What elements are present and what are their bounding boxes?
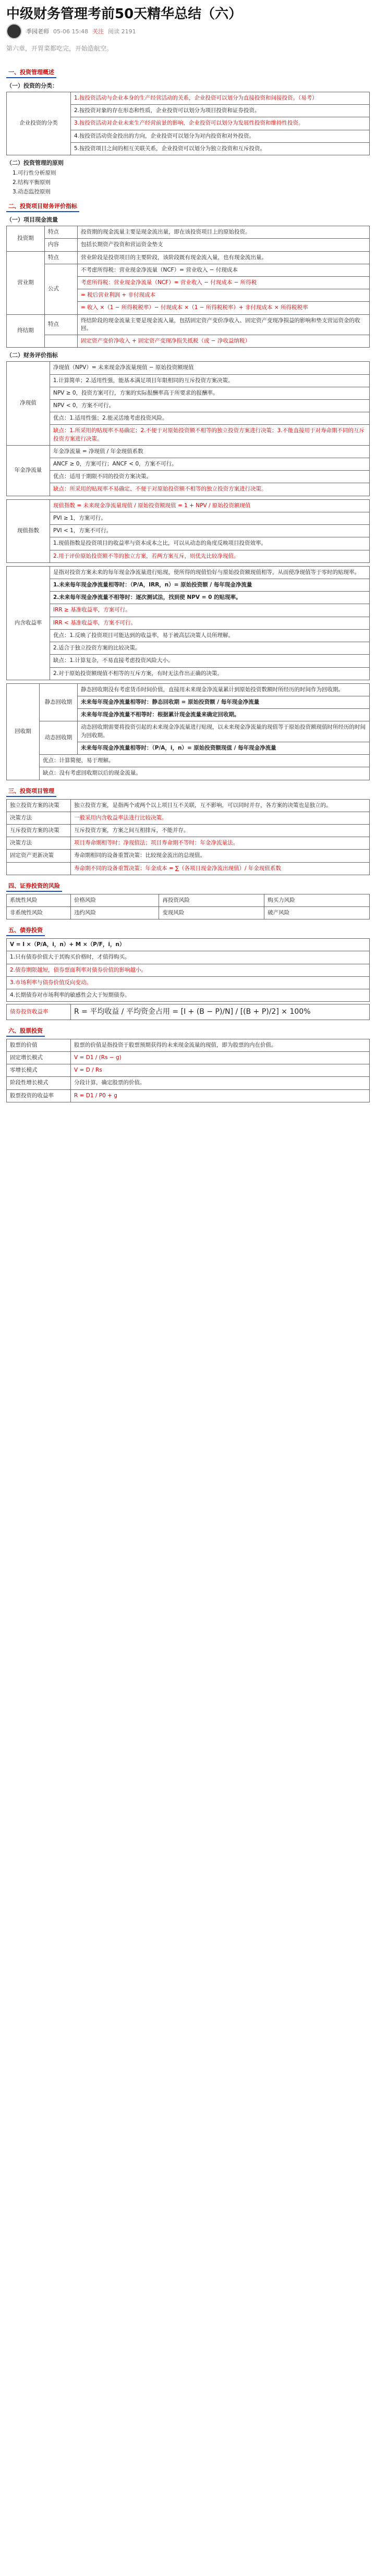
section-5 bbox=[6, 925, 370, 936]
annuity-label: 年金净流量 bbox=[7, 445, 50, 496]
avatar[interactable] bbox=[6, 23, 22, 39]
npv-item: 1.计算简单；2.适用性强，能基本满足项目年限相同的互斥投资方案决策。 bbox=[50, 374, 370, 387]
cashflow-text: 不考虑所得税：营业现金净流量（NCF）= 营业收入 − 付现成本 bbox=[78, 264, 370, 276]
risk-item: 购买力风险 bbox=[264, 894, 370, 906]
stock-label: 固定增长模式 bbox=[7, 1051, 71, 1064]
indicators-title: （二）财务评价指标 bbox=[6, 352, 58, 359]
payback-item: 缺点：没有考虑回收期以后的现金流量。 bbox=[40, 767, 370, 780]
project-text: 寿命期不同的设备重置决策：年金成本 = ∑（各项目现金净流出现值）/ 年金现值系数 bbox=[71, 862, 370, 875]
project-label bbox=[7, 862, 71, 875]
lead-text: 第六章，开胃菜都吃完，开始造航空。 bbox=[6, 45, 113, 52]
cashflow-text: 考虑所得税：营业现金净流量（NCF）= 营业收入 − 付现成本 − 所得税 bbox=[78, 276, 370, 289]
section-4 bbox=[6, 880, 370, 892]
section-3-title: 三、投资项目管理 bbox=[6, 786, 56, 797]
project-label: 互斥投资方案的决策 bbox=[7, 824, 71, 837]
principle-2: 2.结构平衡原则 bbox=[13, 179, 51, 186]
stock-label: 阶段性增长模式 bbox=[7, 1077, 71, 1089]
section-1 bbox=[6, 67, 370, 78]
investment-classification-table bbox=[6, 92, 370, 155]
npv-item: 缺点：1.所采用的贴现率不易确定；2.不便于对原始投资额不相等的独立投资方案进行决策；3.不能直接用于对寿命期不同的互斥投资方案进行决策。 bbox=[50, 425, 370, 445]
cashflow-label-operate: 营业期 bbox=[7, 251, 45, 314]
article-title: 中级财务管理考前50天精华总结（六） bbox=[6, 6, 242, 22]
bond-item: 4.长期债券对市场利率的敏感性会大于短期债券。 bbox=[7, 989, 370, 1002]
pi-table bbox=[6, 499, 370, 563]
npv-label: 净现值 bbox=[7, 362, 50, 446]
bond-item: 2.债券期限越短，债券票面利率对债券价值的影响越小。 bbox=[7, 964, 370, 976]
annuity-def: 年金净流量 = 净现值 / 年金现值系数 bbox=[50, 445, 370, 458]
author-bar bbox=[6, 23, 136, 40]
cashflow-col: 内容 bbox=[45, 239, 78, 251]
cashflow-text: 投资期的现金流量主要是现金流出量，即在该投资项目上的原始投资。 bbox=[78, 226, 370, 239]
cashflow-text: 固定资产变价净收入 + 固定资产变现净损失抵税（或 − 净收益纳税） bbox=[78, 335, 370, 348]
classification-item-5: 5.按投资项目之间的相互关联关系，企业投资可以划分为独立投资和互斥投资。 bbox=[71, 142, 370, 155]
cashflow-text: 营业阶段是投资项目的主要阶段，该阶段既有现金流入量，也有现金流出量。 bbox=[78, 251, 370, 264]
section-2 bbox=[6, 201, 370, 212]
irr-item: 缺点：1.计算复杂，不易直接考虑投资风险大小。 bbox=[50, 655, 370, 667]
risk-item: 违约风险 bbox=[71, 907, 159, 919]
stock-table bbox=[6, 1039, 370, 1102]
payback-label: 回收期 bbox=[7, 683, 40, 780]
pi-item: PVI ≥ 1，方案可行。 bbox=[50, 512, 370, 524]
section-3 bbox=[6, 786, 370, 797]
stock-text: R = D1 / P0 + g bbox=[71, 1089, 370, 1102]
irr-item: 2.适合于独立投资方案的比较决策。 bbox=[50, 642, 370, 655]
principles-title: （二）投资管理的原则 bbox=[6, 160, 64, 167]
bond-item: V = I ×（P/A，i，n）+ M ×（P/F，i，n） bbox=[7, 939, 370, 951]
payback-item: 未来每年现金净流量相等时：静态回收期 = 原始投资额 / 每年现金净流量 bbox=[78, 696, 370, 708]
npv-def: 净现值（NPV）= 未来现金净流量现值 − 原始投资额现值 bbox=[50, 362, 370, 374]
indicators-table bbox=[6, 361, 370, 496]
article-body bbox=[6, 62, 370, 1102]
payback-static-label: 静态回收期 bbox=[40, 683, 78, 721]
payback-item: 优点：计算简便，易于理解。 bbox=[40, 755, 370, 767]
cashflow-col: 特点 bbox=[45, 251, 78, 264]
bond-item: 3.市场利率与债券价值反向变动。 bbox=[7, 976, 370, 989]
stock-label: 股票的价值 bbox=[7, 1039, 71, 1051]
follow-tag[interactable]: 关注 bbox=[92, 28, 104, 35]
classification-item-2: 2.按投资对象的存在形态和性质，企业投资可以划分为项目投资和证券投资。 bbox=[71, 105, 370, 117]
bond-formula: R = 平均收益 / 平均资金占用 = [I + (B − P)/N] / [(B + P)/2] × 100% bbox=[71, 1004, 370, 1020]
project-label: 独立投资方案的决策 bbox=[7, 799, 71, 812]
pi-item: PVI < 1，方案不可行。 bbox=[50, 525, 370, 537]
irr-item: 2.对于原始投资额现值不相等的互斥方案，有时无法作出正确的决策。 bbox=[50, 667, 370, 680]
stock-text: 股票的价值是指投资于股票预期获得的未来现金流量的现值，即为股票的内在价值。 bbox=[71, 1039, 370, 1051]
irr-item: IRR ≥ 基准收益率，方案可行。 bbox=[50, 604, 370, 617]
payback-table bbox=[6, 683, 370, 780]
stock-text: V = D / Rs bbox=[71, 1064, 370, 1077]
pi-label: 现值指数 bbox=[7, 499, 50, 562]
annuity-item: 缺点：所采用的贴现率不易确定、不便于对原始投资额不相等的独立投资方案进行决策。 bbox=[50, 483, 370, 496]
section-5-title: 五、债券投资 bbox=[6, 925, 45, 936]
risk-table bbox=[6, 894, 370, 919]
view-count: 阅读 2191 bbox=[108, 28, 136, 35]
project-text: 一般采用内含收益率法进行比较决策。 bbox=[71, 812, 370, 824]
payback-item: 未来每年现金净流量相等时：（P/A，i，n）= 原始投资额现值 / 每年现金净流量 bbox=[78, 742, 370, 754]
risk-item: 破产风险 bbox=[264, 907, 370, 919]
annuity-item: 优点：适用于期限不同的投资方案决策。 bbox=[50, 471, 370, 483]
cashflow-col: 特点 bbox=[45, 314, 78, 335]
risk-label: 系统性风险 bbox=[7, 894, 71, 906]
principle-3: 3.动态监控原则 bbox=[13, 189, 51, 195]
project-label: 固定资产更新决策 bbox=[7, 850, 71, 862]
irr-item: IRR < 基准收益率，方案不可行。 bbox=[50, 617, 370, 629]
author-name[interactable]: 季园老师 bbox=[26, 28, 49, 35]
section-1-title: 一、投资管理概述 bbox=[6, 67, 56, 78]
classification-item-3: 3.按投资活动对企业未来生产经营前景的影响，企业投资可以划分为发展性投资和维持性投资。 bbox=[71, 117, 370, 130]
irr-item: 2.未来每年现金净流量不相等时：逐次测试法，找到使 NPV = 0 的贴现率。 bbox=[50, 592, 370, 604]
cashflow-text: = 税后营业利润 + 非付现成本 bbox=[78, 289, 370, 302]
cashflow-label-invest: 投资期 bbox=[7, 226, 45, 251]
cashflow-title: （一）项目现金流量 bbox=[6, 216, 58, 224]
project-text: 独立投资方案，是指两个或两个以上项目互不关联，互不影响，可以同时并存，各方案的决策也是独立的。 bbox=[71, 799, 370, 812]
annuity-item: ANCF ≥ 0，方案可行；ANCF < 0，方案不可行。 bbox=[50, 458, 370, 471]
payback-item: 未来每年现金净流量不相等时：根据累计现金流量来确定回收期。 bbox=[78, 709, 370, 721]
risk-item: 价格风险 bbox=[71, 894, 159, 906]
npv-item: NPV < 0，方案不可行。 bbox=[50, 399, 370, 412]
risk-item: 再投资风险 bbox=[159, 894, 264, 906]
pi-def: 现值指数 = 未来现金净流量现值 / 原始投资额现值 = 1 + NPV / 原始投资额现值 bbox=[50, 499, 370, 512]
cashflow-text: = 收入 ×（1 − 所得税税率）− 付现成本 ×（1 − 所得税税率）+ 非付现成本 × 所得税税率 bbox=[78, 302, 370, 314]
payback-dynamic-label: 动态回收期 bbox=[40, 721, 78, 755]
section-6-title: 六、股票投资 bbox=[6, 1025, 45, 1037]
section-6 bbox=[6, 1025, 370, 1037]
pi-item: 1.现值指数是投资项目的收益率与资本成本之比，可以从动态的角度反映项目投资效率。 bbox=[50, 537, 370, 550]
cashflow-text: 包括长期资产投资和营运资金垫支 bbox=[78, 239, 370, 251]
project-label: 决策方法 bbox=[7, 837, 71, 850]
section-1-subtitle: （一）投资的分类： bbox=[6, 82, 58, 89]
npv-item: 优点：1.适用性强；2.能灵活地考虑投资风险。 bbox=[50, 412, 370, 425]
npv-item: NPV ≥ 0，投资方案可行，方案的实际报酬率高于所要求的报酬率。 bbox=[50, 387, 370, 399]
bond-formula-label: 债券投资收益率 bbox=[7, 1004, 71, 1020]
irr-item: 优点：1.反映了投资项目可能达到的收益率，易于被高层决策人员所理解。 bbox=[50, 629, 370, 642]
section-2-title: 二、投资项目财务评价指标 bbox=[6, 201, 79, 212]
payback-item: 静态回收期没有考虑货币时间价值，直接用未来现金净流量累计到原始投资数额时所经历的时间作为回收期。 bbox=[78, 683, 370, 696]
project-label: 决策方法 bbox=[7, 812, 71, 824]
pi-item: 2.用于评价原始投资额不等的独立方案，若两方案互斥，则优先比较净现值。 bbox=[50, 550, 370, 562]
classification-item-4: 4.按投资活动资金投出的方向，企业投资可以划分为对内投资和对外投资。 bbox=[71, 130, 370, 142]
principle-1: 1.可行性分析原则 bbox=[13, 170, 56, 177]
irr-def: 是指对投资方案未来的每年现金净流量进行贴现，使所得的现值恰好与原始投资额现值相等，从而使净现值等于零时的贴现率。 bbox=[50, 566, 370, 579]
payback-item: 动态回收期需要将投资引起的未来现金净流量进行贴现，以未来现金净流量的现值等于原始投资额现值时所经历的时间为回收期。 bbox=[78, 721, 370, 742]
classification-item-1: 1.按投资活动与企业本身的生产经营活动的关系，企业投资可以划分为直接投资和间接投资。（易考） bbox=[71, 92, 370, 105]
stock-text: V = D1 / (Rs − g) bbox=[71, 1051, 370, 1064]
stock-label: 股票投资的收益率 bbox=[7, 1089, 71, 1102]
project-table bbox=[6, 799, 370, 875]
project-text: 互斥投资方案，方案之间互相排斥，不能并存。 bbox=[71, 824, 370, 837]
cashflow-col: 公式 bbox=[45, 264, 78, 314]
cashflow-col: 特点 bbox=[45, 226, 78, 239]
classification-label: 企业投资的分类 bbox=[7, 92, 71, 155]
project-text: 寿命期相同的设备重置决策：比较现金流出的总现值。 bbox=[71, 850, 370, 862]
risk-label: 非系统性风险 bbox=[7, 907, 71, 919]
irr-table bbox=[6, 566, 370, 680]
risk-item: 变现风险 bbox=[159, 907, 264, 919]
cashflow-text: 终结阶段的现金流量主要是现金流入量，包括固定资产变价净收入、固定资产变现净损益的影响和垫支营运资金的收回。 bbox=[78, 314, 370, 335]
cashflow-label-end: 终结期 bbox=[7, 314, 45, 348]
section-4-title: 四、证券投资的风险 bbox=[6, 880, 62, 892]
project-text: 项目寿命期相等时：净现值法；项目寿命期不等时：年金净流量法。 bbox=[71, 837, 370, 850]
irr-label: 内含收益率 bbox=[7, 566, 50, 680]
irr-item: 1.未来每年现金净流量相等时：（P/A，IRR，n）= 原始投资额 / 每年现金净流量 bbox=[50, 579, 370, 592]
stock-text: 分段计算，确定股票的价值。 bbox=[71, 1077, 370, 1089]
cashflow-table bbox=[6, 226, 370, 348]
post-date: 05-06 15:48 bbox=[53, 28, 89, 35]
bond-item: 1.只有债券价值大于其购买价格时，才值得购买。 bbox=[7, 951, 370, 964]
bond-formula-table bbox=[6, 1004, 370, 1020]
bond-table bbox=[6, 938, 370, 1002]
stock-label: 零增长模式 bbox=[7, 1064, 71, 1077]
